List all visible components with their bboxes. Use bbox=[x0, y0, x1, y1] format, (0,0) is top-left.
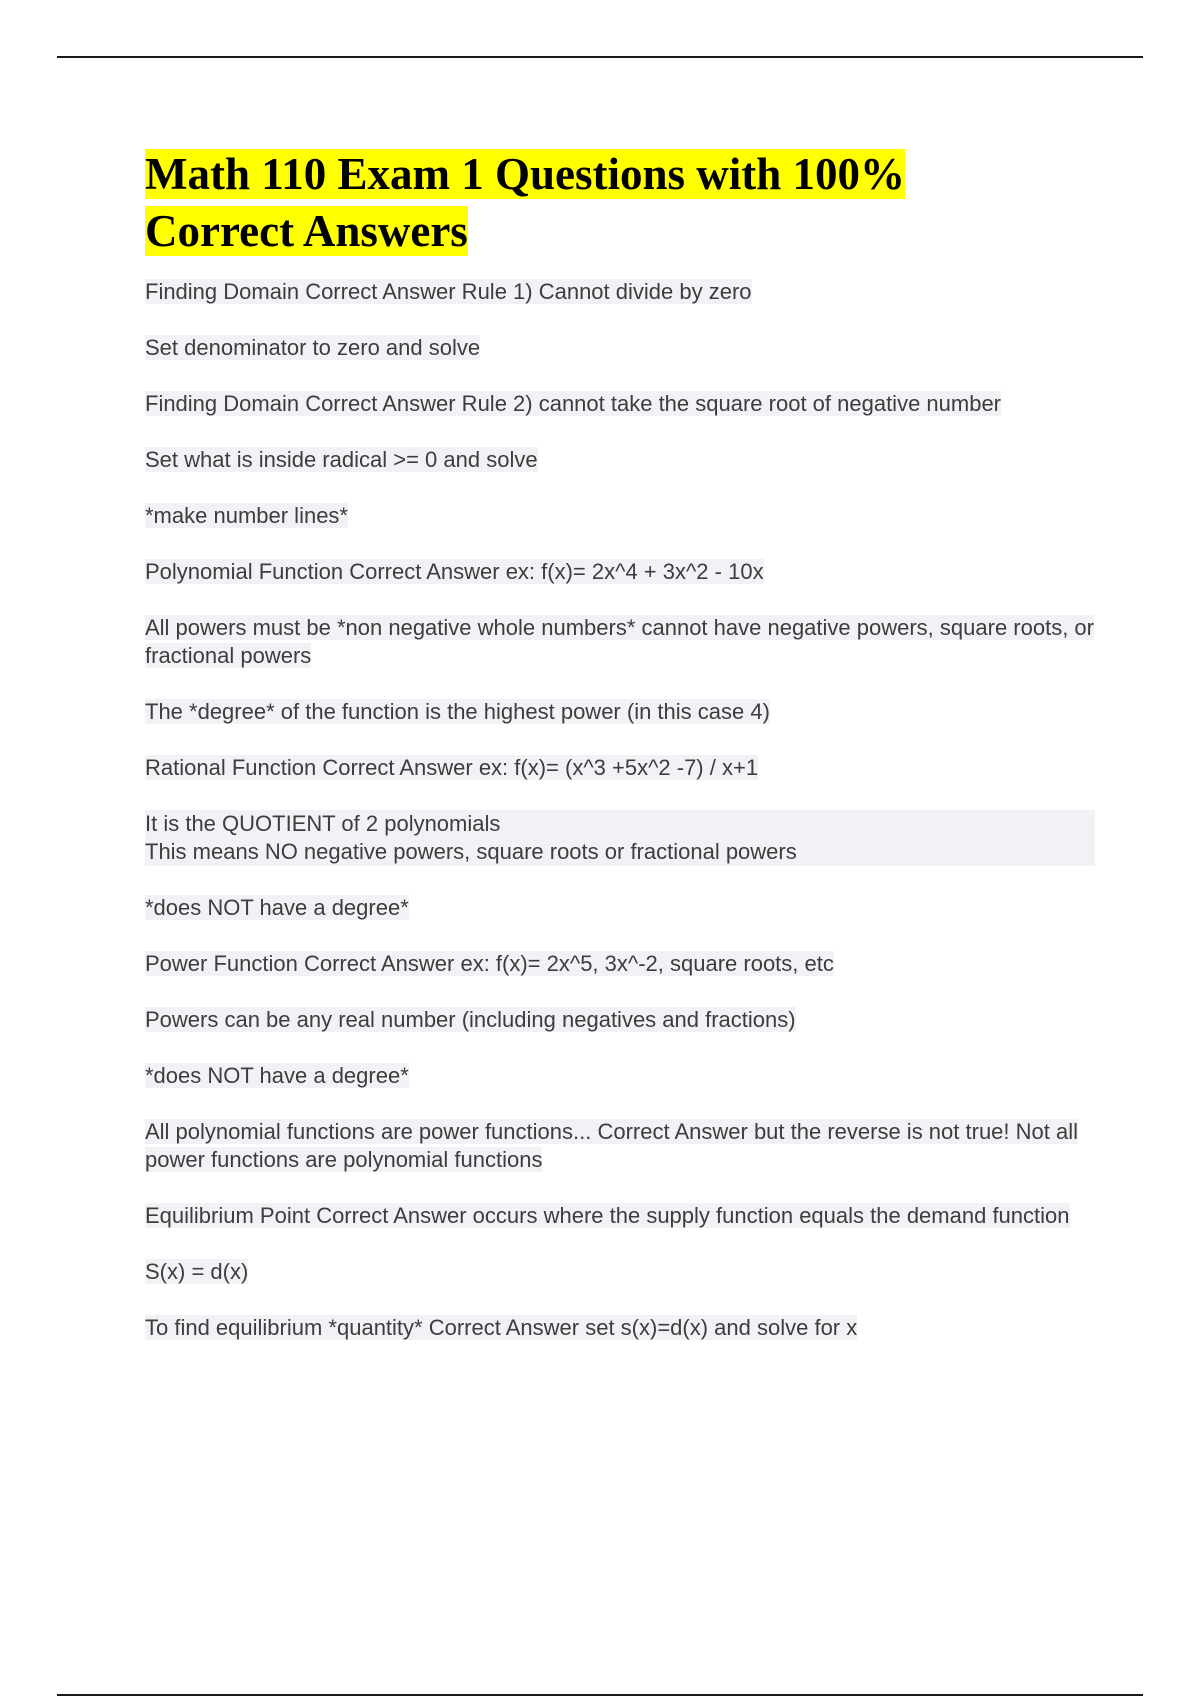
paragraph: Set denominator to zero and solve bbox=[145, 335, 481, 360]
paragraph: All polynomial functions are power functions... Correct Answer but the reverse is not true! Not all power functions are polynomial functions bbox=[145, 1119, 1078, 1172]
paragraph: Finding Domain Correct Answer Rule 1) Cannot divide by zero bbox=[145, 279, 752, 304]
title-line-1: Math 110 Exam 1 Questions with 100% bbox=[145, 149, 906, 199]
paragraph: Power Function Correct Answer ex: f(x)= 2x^5, 3x^-2, square roots, etc bbox=[145, 951, 834, 976]
paragraph: Equilibrium Point Correct Answer occurs where the supply function equals the demand function bbox=[145, 1203, 1070, 1228]
paragraph: The *degree* of the function is the highest power (in this case 4) bbox=[145, 699, 770, 724]
paragraph: Set what is inside radical >= 0 and solve bbox=[145, 447, 538, 472]
paragraph-line: It is the QUOTIENT of 2 polynomials bbox=[145, 811, 501, 836]
paragraph-line: This means NO negative powers, square roots or fractional powers bbox=[145, 839, 797, 864]
header-rule bbox=[57, 56, 1143, 58]
footer-rule bbox=[57, 1694, 1143, 1696]
paragraph: Finding Domain Correct Answer Rule 2) cannot take the square root of negative number bbox=[145, 391, 1002, 416]
paragraph: All powers must be *non negative whole numbers* cannot have negative powers, square roots, or fractional powers bbox=[145, 615, 1094, 668]
paragraph: *does NOT have a degree* bbox=[145, 895, 409, 920]
paragraph: Polynomial Function Correct Answer ex: f(x)= 2x^4 + 3x^2 - 10x bbox=[145, 559, 764, 584]
paragraph-group bbox=[145, 810, 1095, 866]
paragraph: Rational Function Correct Answer ex: f(x)= (x^3 +5x^2 -7) / x+1 bbox=[145, 755, 759, 780]
paragraph: *make number lines* bbox=[145, 503, 348, 528]
title-line-2: Correct Answers bbox=[145, 206, 468, 256]
paragraph: To find equilibrium *quantity* Correct Answer set s(x)=d(x) and solve for x bbox=[145, 1315, 858, 1340]
paragraph: S(x) = d(x) bbox=[145, 1259, 249, 1284]
document-body bbox=[145, 146, 1095, 1370]
document-title bbox=[145, 146, 1095, 260]
paragraph: *does NOT have a degree* bbox=[145, 1063, 409, 1088]
paragraph: Powers can be any real number (including negatives and fractions) bbox=[145, 1007, 796, 1032]
